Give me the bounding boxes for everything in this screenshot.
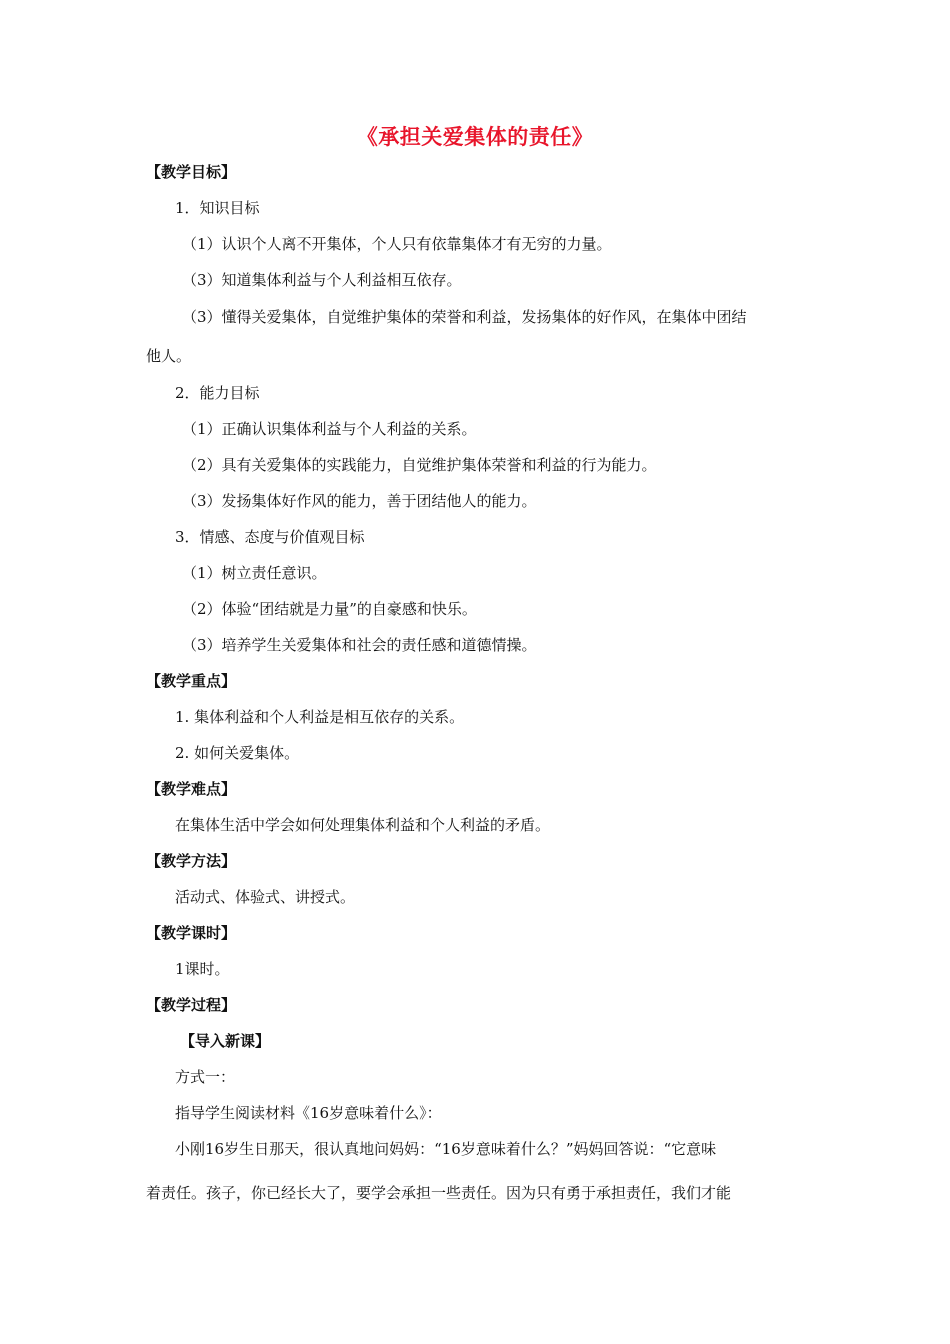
objective-1-title: 1．知识目标: [175, 199, 260, 217]
objective-3-title: 3．情感、态度与价值观目标: [175, 528, 365, 546]
class-hours: 1课时。: [175, 960, 230, 978]
objective-1-item-3-line-2: 他人。: [146, 347, 192, 365]
objective-1-item-2: （3）知道集体利益与个人利益相互依存。: [182, 271, 462, 289]
document-title: 《承担关爱集体的责任》: [356, 124, 594, 149]
heading-teaching-method: 【教学方法】: [146, 852, 237, 870]
objective-3-item-3: （3）培养学生关爱集体和社会的责任感和道德情操。: [182, 636, 537, 654]
heading-objectives: 【教学目标】: [146, 163, 237, 181]
key-point-1: 1. 集体利益和个人利益是相互依存的关系。: [175, 708, 465, 726]
objective-3-item-1: （1）树立责任意识。: [182, 564, 327, 582]
objective-1-item-3-line-1: （3）懂得关爱集体，自觉维护集体的荣誉和利益，发扬集体的好作风，在集体中团结: [182, 308, 747, 326]
heading-difficult-points: 【教学难点】: [146, 780, 237, 798]
heading-class-hours: 【教学课时】: [146, 924, 237, 942]
heading-key-points: 【教学重点】: [146, 672, 237, 690]
story-line-1: 小刚16岁生日那天，很认真地问妈妈：“16岁意味着什么？”妈妈回答说：“它意味: [175, 1140, 717, 1158]
objective-1-item-1: （1）认识个人离不开集体，个人只有依靠集体才有无穷的力量。: [182, 235, 612, 253]
objective-2-item-3: （3）发扬集体好作风的能力，善于团结他人的能力。: [182, 492, 537, 510]
heading-teaching-process: 【教学过程】: [146, 996, 237, 1014]
heading-intro: 【导入新课】: [180, 1032, 271, 1050]
story-line-2: 着责任。孩子，你已经长大了，要学会承担一些责任。因为只有勇于承担责任，我们才能: [146, 1184, 732, 1202]
difficult-point: 在集体生活中学会如何处理集体利益和个人利益的矛盾。: [175, 816, 551, 834]
objective-2-item-2: （2）具有关爱集体的实践能力，自觉维护集体荣誉和利益的行为能力。: [182, 456, 657, 474]
objective-2-title: 2．能力目标: [175, 384, 260, 402]
teaching-method: 活动式、体验式、讲授式。: [175, 888, 356, 906]
reading-guide: 指导学生阅读材料《16岁意味着什么》：: [175, 1104, 442, 1122]
objective-3-item-2: （2）体验“团结就是力量”的自豪感和快乐。: [182, 600, 477, 618]
key-point-2: 2. 如何关爱集体。: [175, 744, 300, 762]
mode-one: 方式一：: [175, 1068, 236, 1086]
objective-2-item-1: （1）正确认识集体利益与个人利益的关系。: [182, 420, 477, 438]
